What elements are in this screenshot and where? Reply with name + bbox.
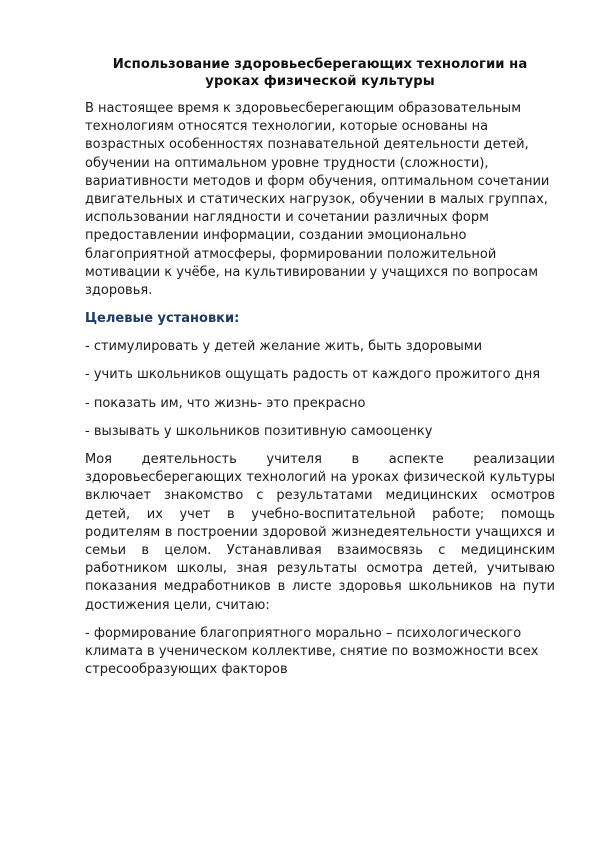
goal-item-3: - показать им, что жизнь- это прекрасно	[85, 395, 366, 411]
goal-item-1: - стимулировать у детей желание жить, быть здоровыми	[85, 339, 483, 355]
goal-item-2: - учить школьников ощущать радость от каждого прожитого дня	[85, 367, 541, 383]
document-content	[85, 56, 555, 689]
activity-paragraph: Моя деятельность учителя в аспекте реализации здоровьесберегающих технологий на уроках физической культуры включает знакомство с результатами медицинских осмотров детей, их учет в учебно-воспитательной работе; помощь родителям в построении здоровой жизнедеятельности учащихся и семьи в целом. Устанавливая взаимосвязь с медицинским работником школы, зная результаты осмотра детей, учитываю показания медработников в листе здоровья школьников на пути достижения цели, считаю:	[85, 452, 555, 613]
document-title: Использование здоровьесберегающих технологии на уроках физической культуры	[112, 57, 528, 89]
intro-paragraph: В настоящее время к здоровьесберегающим образовательным технологиям относятся технологии, которые основаны на возрастных особенностях познавательной деятельности детей, обучении на оптимальном уровне трудности (сложности), вариативности методов и форм обучения, оптимальном сочетании двигательных и статических нагрузок, обучении в малых группах, использовании наглядности и сочетании различных форм предоставлении информации, создании эмоционально благоприятной атмосферы, формировании положительной мотивации к учёбе, на культивировании у учащихся по вопросам здоровья.	[85, 101, 550, 299]
point-item-1: - формирование благоприятного морально – психологического климата в ученическом коллективе, снятие по возможности всех стресообразующих факторов	[85, 625, 539, 678]
goal-item-4: - вызывать у школьников позитивную самооценку	[85, 423, 433, 439]
goals-heading: Целевые установки:	[85, 311, 240, 327]
